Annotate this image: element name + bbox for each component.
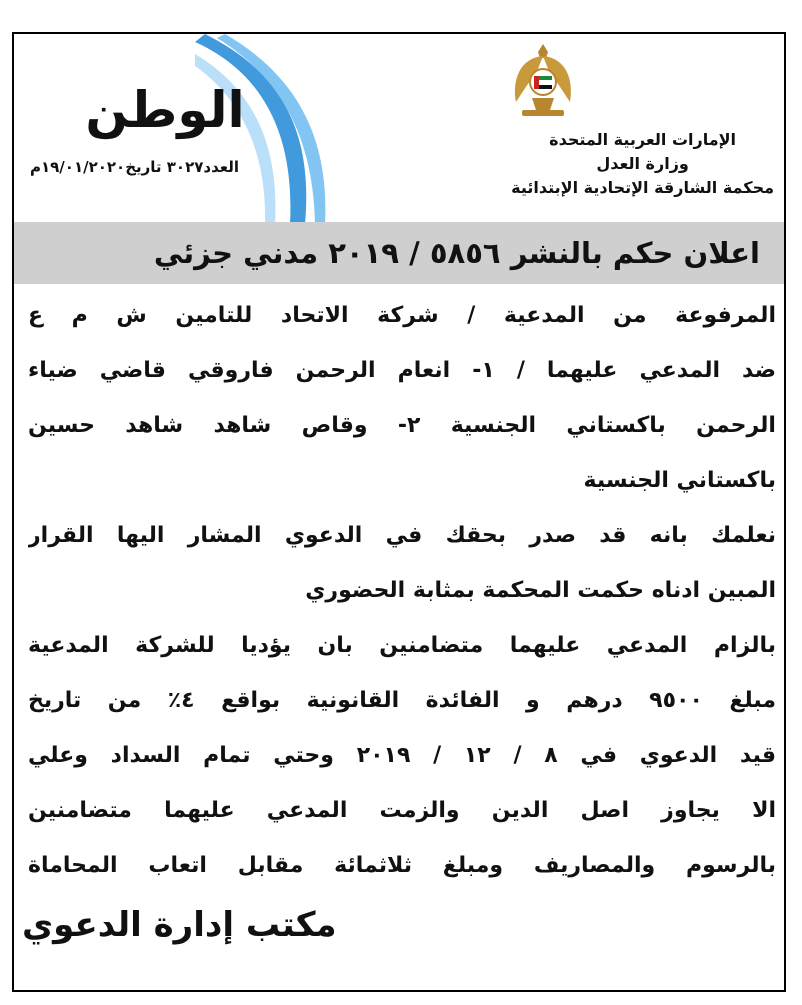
issue-date-line: العدد٣٠٢٧ تاريخ١٩/٠١/٢٠٢٠م [30, 158, 240, 176]
notice-line: ضد المدعي عليهما / ١- انعام الرحمن فاروقي قاضي ضياء [28, 358, 776, 383]
notice-line: نعلمك بانه قد صدر بحقك في الدعوي المشار اليها القرار [28, 523, 776, 548]
notice-title: اعلان حكم بالنشر ٥٨٥٦ / ٢٠١٩ مدني جزئي [14, 222, 784, 284]
notice-body [28, 288, 776, 893]
notice-line: بالزام المدعي عليهما متضامنين بان يؤديا للشركة المدعية [28, 633, 776, 658]
notice-line: بالرسوم والمصاريف ومبلغ ثلاثمائة مقابل اتعاب المحاماة [28, 853, 776, 878]
uae-falcon-emblem-icon [510, 40, 576, 120]
notice-line: الا يجاوز اصل الدين والزمت المدعي عليهما متضامنين [28, 798, 776, 823]
newspaper-logo: الوطن [85, 81, 245, 139]
notice-line: باكستاني الجنسية [583, 468, 776, 493]
notice-line: مبلغ ٩٥٠٠ درهم و الفائدة القانونية بواقع ٤٪ من تاريخ [28, 688, 776, 713]
issuer-court: محكمة الشارقة الإتحادية الإبتدائية [511, 178, 774, 197]
signature-office: مكتب إدارة الدعوي [22, 905, 337, 945]
notice-line: المبين ادناه حكمت المحكمة بمثابة الحضوري [305, 578, 776, 603]
notice-line: قيد الدعوي في ٨ / ١٢ / ٢٠١٩ وحتي تمام السداد وعلي [28, 743, 776, 768]
issuer-block [511, 128, 774, 200]
issuer-country: الإمارات العربية المتحدة [549, 130, 737, 149]
notice-line: الرحمن باكستاني الجنسية ٢- وقاص شاهد شاهد حسين [28, 413, 776, 438]
issuer-ministry: وزارة العدل [596, 154, 689, 173]
notice-line: المرفوعة من المدعية / شركة الاتحاد للتامين ش م ع [28, 303, 776, 328]
